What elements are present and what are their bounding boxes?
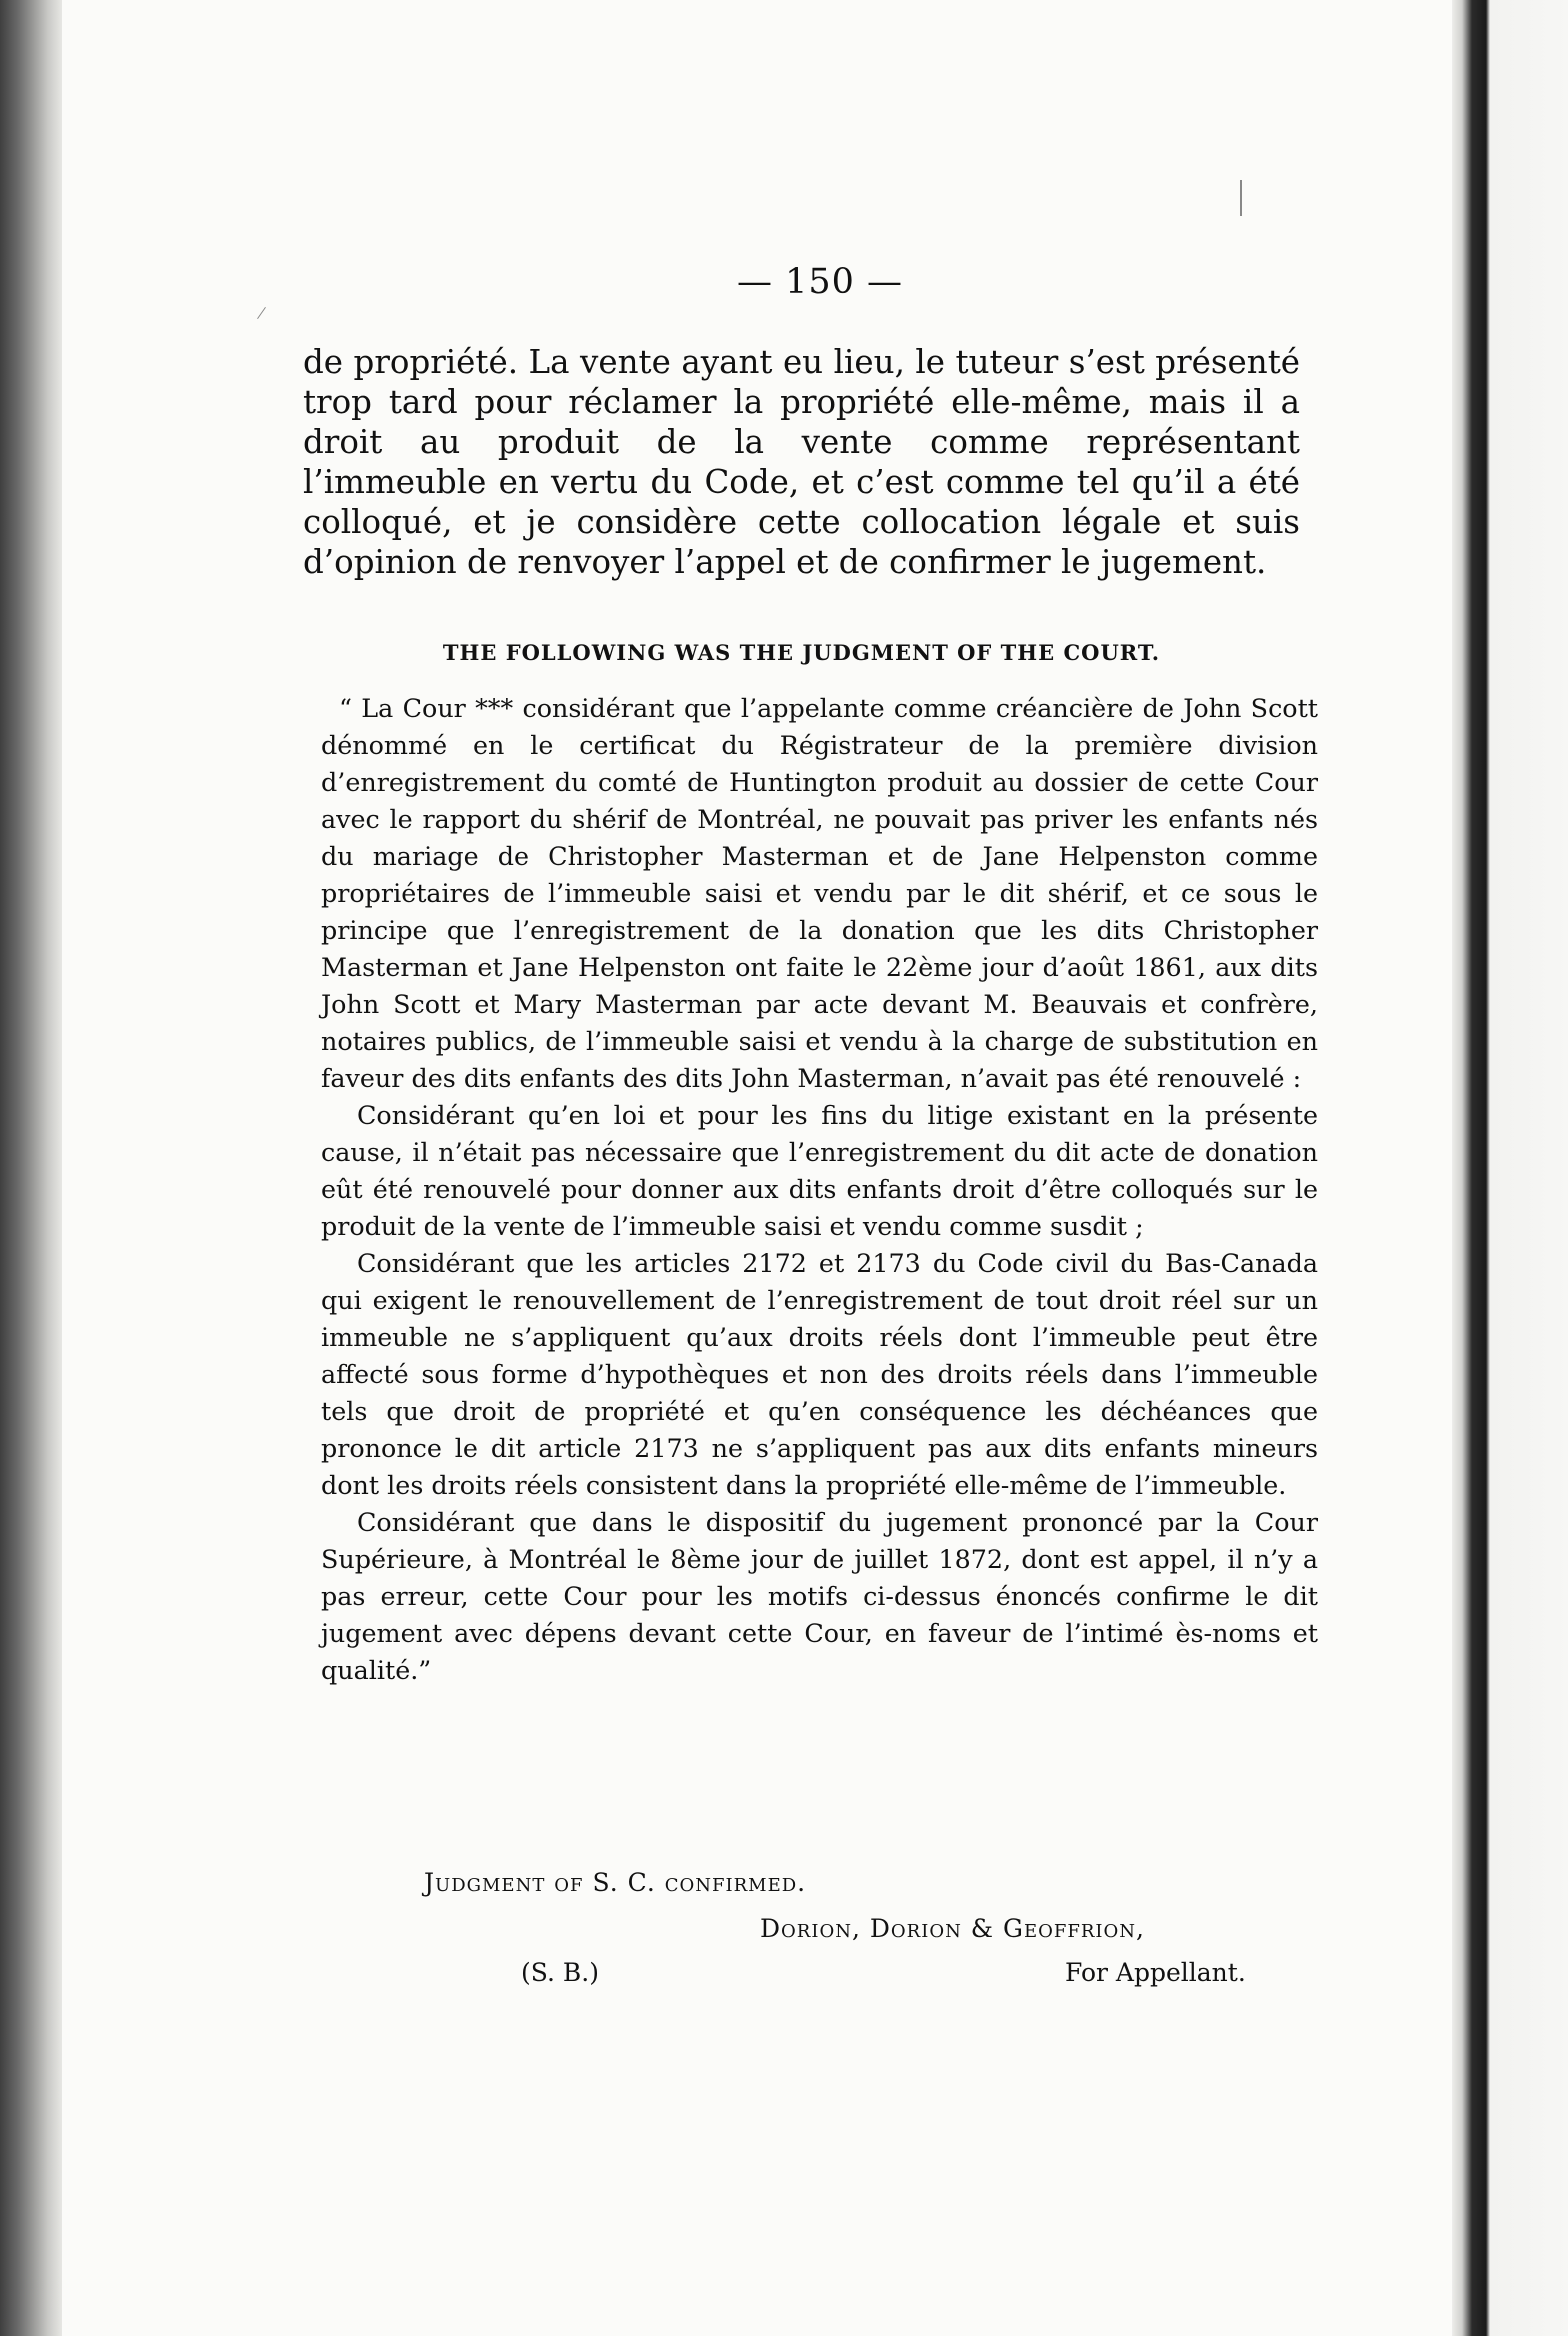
judgment-paragraph: Considérant qu’en loi et pour les fins du litige existant en la présente cause, il n’était pas nécessaire que l’enregistrement du dit acte de donation eût été renouvelé pour donner aux dits enfants droit d’être colloqués sur le produit de la vente de l’immeuble saisi et vendu comme susdit ;	[321, 1100, 1318, 1241]
page-number: — 150 —	[736, 262, 904, 302]
judgment-paragraph: “ La Cour *** considérant que l’appelante comme créancière de John Scott dénommé en le certificat du Régistrateur de la première division d’enregistrement du comté de Huntington produit au dossier de cette Cour avec le rapport du shérif de Montréal, ne pouvait pas priver les enfants nés du mariage de Christopher Masterman et de Jane Helpenston comme propriétaires de l’immeuble saisi et vendu par le dit shérif, et ce sous le principe que l’enregistrement de la donation que les dits Christopher Masterman et Jane Helpenston ont faite le 22ème jour d’août 1861, aux dits John Scott et Mary Masterman par acte devant M. Beauvais et confrère, notaires publics, de l’immeuble saisi et vendu à la charge de substitution en faveur des dits enfants des dits John Masterman, n’avait pas été renouvelé :	[321, 693, 1318, 1093]
scan-mark	[1240, 180, 1242, 216]
judgment-paragraph: Considérant que les articles 2172 et 2173 du Code civil du Bas-Canada qui exigent le renouvellement de l’enregistrement de tout droit réel sur un immeuble ne s’appliquent qu’aux droits réels dont l’immeuble peut être affecté sous forme d’hypothèques et non des droits réels dans l’immeuble tels que droit de propriété et qu’en conséquence les déchéances que prononce le dit article 2173 ne s’appliquent pas aux dits enfants mineurs dont les droits réels consistent dans la propriété elle-même de l’immeuble.	[321, 1248, 1318, 1500]
judgment-text	[321, 690, 1318, 1689]
counsel-names: Dorion, Dorion & Geoffrion,	[760, 1914, 1145, 1943]
reporter-initials: (S. B.)	[521, 1958, 599, 1987]
judgment-paragraph: Considérant que dans le dispositif du jugement prononcé par la Cour Supérieure, à Montréal le 8ème jour de juillet 1872, dont est appel, il n’y a pas erreur, cette Cour pour les motifs ci-dessus énoncés confirme le dit jugement avec dépens devant cette Cour, en faveur de l’intimé ès-noms et qualité.”	[321, 1507, 1318, 1685]
opinion-text: de propriété. La vente ayant eu lieu, le tuteur s’est présenté trop tard pour réclamer la propriété elle-même, mais il a droit au produit de la vente comme représentant l’immeuble en vertu du Code, et c’est comme tel qu’il a été colloqué, et je considère cette collocation légale et suis d’opinion de renvoyer l’appel et de confirmer le jugement.	[303, 343, 1300, 581]
judgment-confirmed-line: Judgment of S. C. confirmed.	[424, 1868, 807, 1897]
next-page-edge	[1452, 0, 1568, 2336]
for-appellant-label: For Appellant.	[1065, 1958, 1246, 1987]
opinion-paragraph	[303, 342, 1300, 582]
court-judgment-heading: THE FOLLOWING WAS THE JUDGMENT OF THE COURT.	[442, 640, 1161, 665]
book-gutter-shadow	[0, 0, 62, 2336]
